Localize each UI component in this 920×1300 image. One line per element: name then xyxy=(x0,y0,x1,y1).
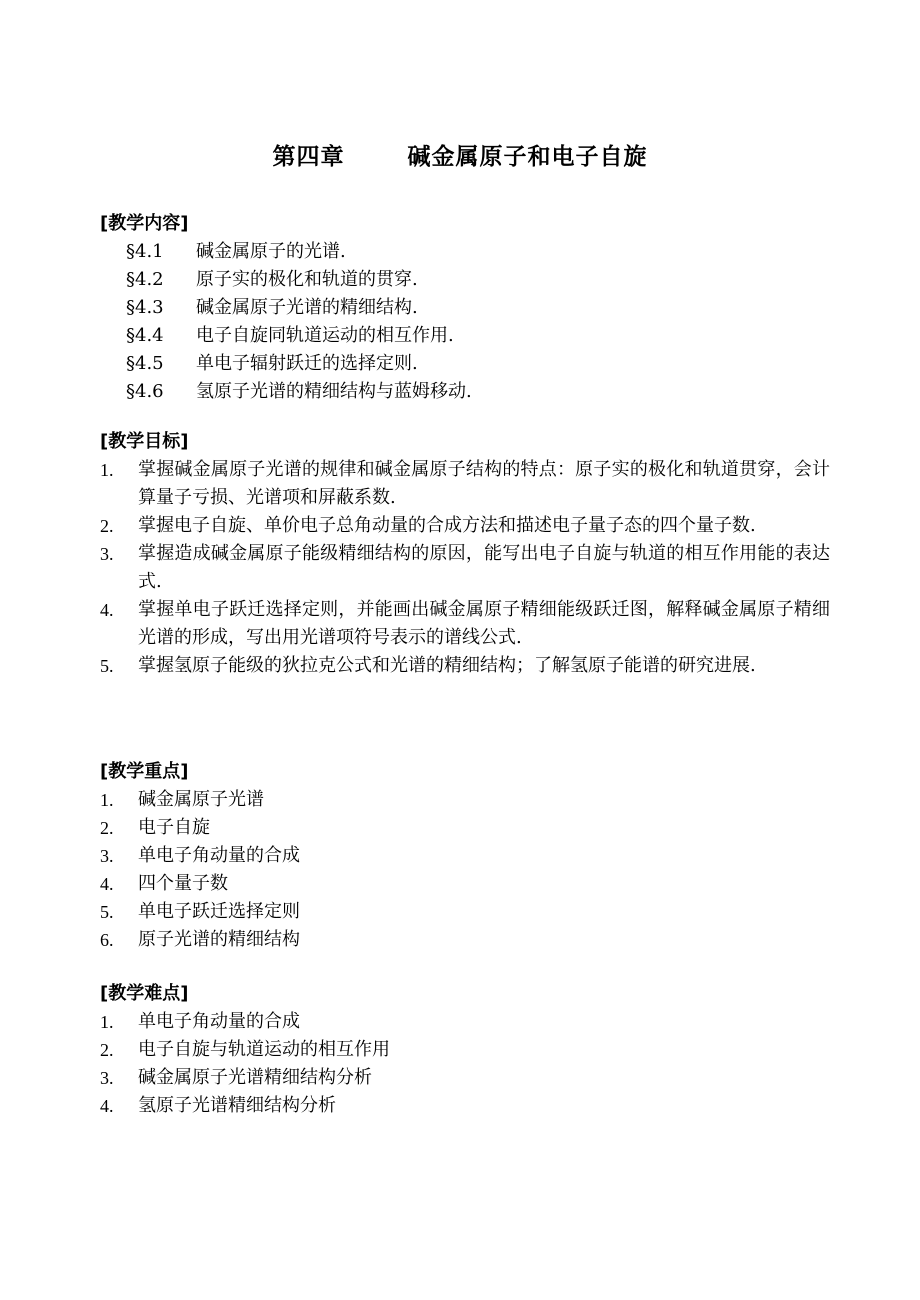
toc-item xyxy=(100,294,830,322)
toc-text: 单电子辐射跃迁的选择定则. xyxy=(196,353,418,374)
toc-text: 碱金属原子的光谱. xyxy=(196,241,346,262)
list-number: 4. xyxy=(100,874,114,894)
section-heading: [教学重点] xyxy=(100,761,189,782)
list-item xyxy=(100,1064,830,1092)
list-number: 1. xyxy=(100,790,114,810)
list-item xyxy=(100,926,830,954)
section-heading: [教学目标] xyxy=(100,431,189,452)
toc-number: §4.6 xyxy=(126,381,164,402)
list-item xyxy=(100,898,830,926)
toc-text: 氢原子光谱的精细结构与蓝姆移动. xyxy=(196,381,472,402)
chapter-name: 碱金属原子和电子自旋 xyxy=(407,144,648,170)
list-text: 单电子跃迁选择定则 xyxy=(138,901,300,922)
toc-number: §4.3 xyxy=(126,297,164,318)
list-item xyxy=(100,456,830,512)
list-text: 四个量子数 xyxy=(138,873,228,894)
toc-text: 电子自旋同轨道运动的相互作用. xyxy=(196,325,454,346)
list-text: 碱金属原子光谱 xyxy=(138,789,264,810)
section-heading: [教学内容] xyxy=(100,213,189,234)
list-item xyxy=(100,1092,830,1120)
toc-number: §4.4 xyxy=(126,325,164,346)
list-text: 掌握单电子跃迁选择定则，并能画出碱金属原子精细能级跃迁图，解释碱金属原子精细光谱的形成，写出用光谱项符号表示的谱线公式. xyxy=(138,599,830,648)
list-number: 6. xyxy=(100,930,114,950)
toc-number: §4.2 xyxy=(126,269,164,290)
list-text: 单电子角动量的合成 xyxy=(138,1011,300,1032)
toc-item xyxy=(100,322,830,350)
toc-text: 原子实的极化和轨道的贯穿. xyxy=(196,269,418,290)
list-item xyxy=(100,814,830,842)
list-text: 掌握造成碱金属原子能级精细结构的原因，能写出电子自旋与轨道的相互作用能的表达式. xyxy=(138,543,830,592)
section-teaching-content xyxy=(100,210,830,406)
list-text: 掌握碱金属原子光谱的规律和碱金属原子结构的特点：原子实的极化和轨道贯穿，会计算量子亏损、光谱项和屏蔽系数. xyxy=(138,459,830,508)
list-number: 2. xyxy=(100,818,114,838)
list-text: 碱金属原子光谱精细结构分析 xyxy=(138,1067,372,1088)
toc-item xyxy=(100,266,830,294)
list-item xyxy=(100,870,830,898)
list-item xyxy=(100,512,830,540)
list-item xyxy=(100,1036,830,1064)
list-number: 5. xyxy=(100,902,114,922)
list-number: 1. xyxy=(100,1012,114,1032)
list-number: 3. xyxy=(100,846,114,866)
list-text: 单电子角动量的合成 xyxy=(138,845,300,866)
list-item xyxy=(100,1008,830,1036)
list-text: 掌握电子自旋、单价电子总角动量的合成方法和描述电子量子态的四个量子数. xyxy=(138,515,756,536)
list-item xyxy=(100,596,830,652)
list-number: 1. xyxy=(100,460,114,480)
section-difficulties xyxy=(100,980,830,1120)
list-item xyxy=(100,540,830,596)
chapter-number: 第四章 xyxy=(272,144,345,170)
list-text: 掌握氢原子能级的狄拉克公式和光谱的精细结构；了解氢原子能谱的研究进展. xyxy=(138,655,756,676)
list-text: 氢原子光谱精细结构分析 xyxy=(138,1095,336,1116)
list-item xyxy=(100,842,830,870)
section-teaching-objectives xyxy=(100,428,830,680)
list-item xyxy=(100,652,830,680)
toc-number: §4.1 xyxy=(126,241,164,262)
list-number: 3. xyxy=(100,544,114,564)
toc-text: 碱金属原子光谱的精细结构. xyxy=(196,297,418,318)
list-number: 3. xyxy=(100,1068,114,1088)
list-number: 4. xyxy=(100,1096,114,1116)
section-key-points xyxy=(100,758,830,954)
list-item xyxy=(100,786,830,814)
list-number: 4. xyxy=(100,600,114,620)
toc-item xyxy=(100,378,830,406)
list-number: 2. xyxy=(100,516,114,536)
list-number: 5. xyxy=(100,656,114,676)
list-number: 2. xyxy=(100,1040,114,1060)
toc-number: §4.5 xyxy=(126,353,164,374)
section-heading: [教学难点] xyxy=(100,983,189,1004)
toc-item xyxy=(100,350,830,378)
toc-item xyxy=(100,238,830,266)
chapter-title xyxy=(0,138,920,171)
list-text: 电子自旋与轨道运动的相互作用 xyxy=(138,1039,390,1060)
list-text: 电子自旋 xyxy=(138,817,210,838)
list-text: 原子光谱的精细结构 xyxy=(138,929,300,950)
